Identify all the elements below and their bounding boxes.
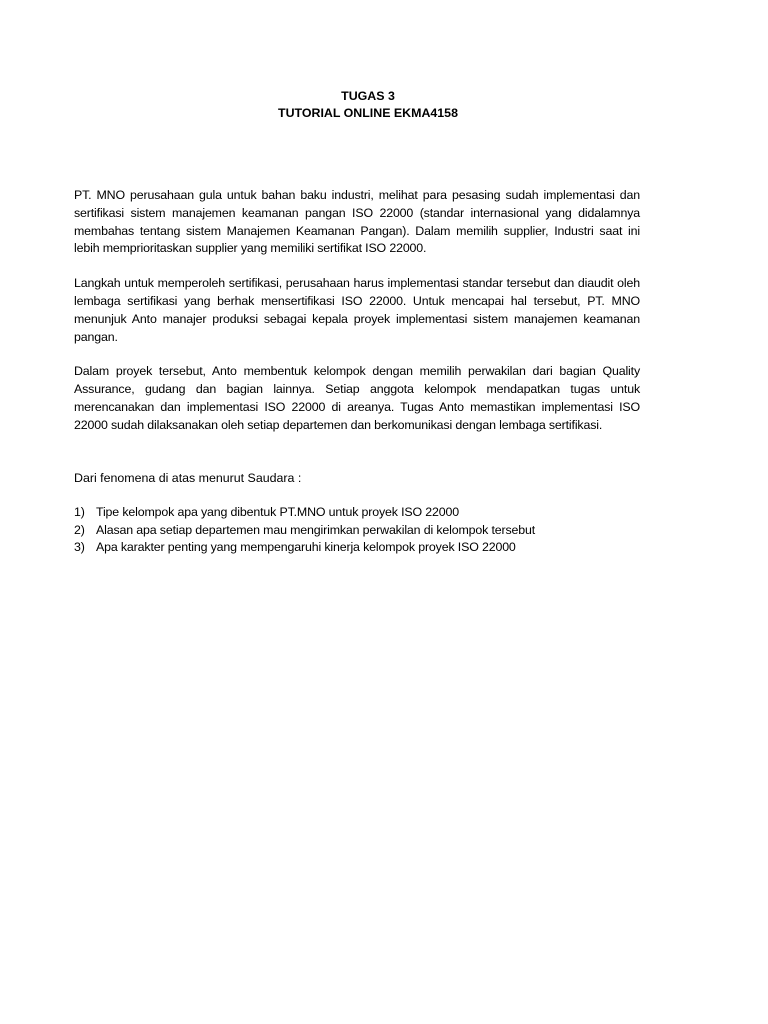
title-line-1: TUGAS 3: [341, 89, 395, 103]
question-text: Tipe kelompok apa yang dibentuk PT.MNO untuk proyek ISO 22000: [96, 505, 460, 520]
question-text: Apa karakter penting yang mempengaruhi kinerja kelompok proyek ISO 22000: [96, 540, 516, 555]
paragraph-3: Dalam proyek tersebut, Anto membentuk kelompok dengan memilih perwakilan dari bagian Quality Assurance, gudang dan bagian lainnya. Setiap anggota kelompok mendapatkan tugas untuk merencanakan dan implementasi ISO 22000 di areanya. Tugas Anto memastikan implementasi ISO 22000 sudah dilaksanakan oleh setiap departemen dan berkomunikasi dengan lembaga sertifikasi.: [74, 364, 640, 432]
paragraph-1: PT. MNO perusahaan gula untuk bahan baku industri, melihat para pesasing sudah implementasi dan sertifikasi sistem manajemen keamanan pangan ISO 22000 (standar internasional yang didalamnya membahas tentang sistem Manajemen Keamanan Pangan). Dalam memilih supplier, Industri saat ini lebih memprioritaskan supplier yang memiliki sertifikat ISO 22000.: [74, 188, 640, 256]
document-body: [74, 187, 640, 557]
question-text: Alasan apa setiap departemen mau mengirimkan perwakilan di kelompok tersebut: [96, 522, 536, 537]
questions-list: [74, 504, 640, 556]
question-number: 1): [74, 505, 85, 520]
paragraph-2: Langkah untuk memperoleh sertifikasi, perusahaan harus implementasi standar tersebut dan diaudit oleh lembaga sertifikasi yang berhak mensertifikasi ISO 22000. Untuk mencapai hal tersebut, PT. MNO menunjuk Anto manajer produksi sebagai kepala proyek implementasi sistem manajemen keamanan pangan.: [74, 276, 640, 344]
question-number: 2): [74, 522, 85, 537]
question-item-2: [74, 522, 640, 539]
question-item-1: [74, 504, 640, 521]
questions-intro: Dari fenomena di atas menurut Saudara :: [74, 470, 302, 485]
question-item-3: [74, 539, 640, 556]
document-title: [0, 88, 736, 122]
question-number: 3): [74, 540, 85, 555]
title-line-2: TUTORIAL ONLINE EKMA4158: [278, 106, 458, 120]
